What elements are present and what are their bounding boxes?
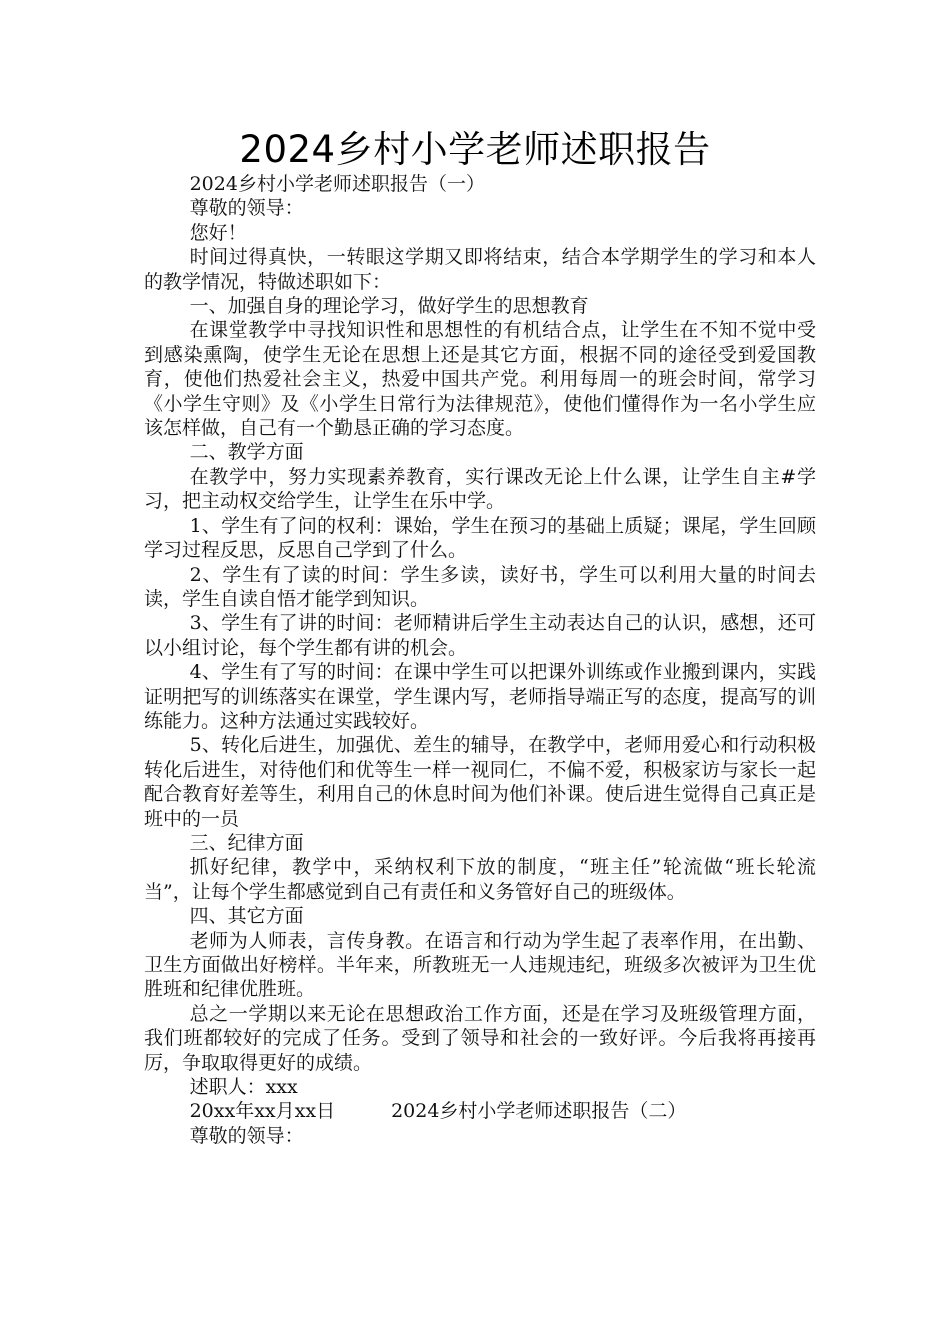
document-body (144, 172, 816, 1148)
list-item-5: 5、转化后进生，加强优、差生的辅导，在教学中，老师用爱心和行动积极转化后进生，对待他们和优等生一样一视同仁，不偏不爱，积极家访与家长一起配合教育好差等生，利用自己的休息时间为他们补课。使后进生觉得自己真正是班中的一员 (144, 734, 816, 830)
document-title: 2024乡村小学老师述职报告 (239, 128, 711, 171)
list-item-1: 1、学生有了问的权利：课始，学生在预习的基础上质疑；课尾，学生回顾学习过程反思，反思自己学到了什么。 (144, 514, 816, 562)
report-date: 20xx年xx月xx日 (189, 1100, 336, 1123)
section-3-paragraph: 抓好纪律，教学中，采纳权利下放的制度，“班主任”轮流做“班长轮流当”，让每个学生都感觉到自己有责任和义务管好自己的班级体。 (144, 856, 816, 903)
next-salutation: 尊敬的领导： (189, 1124, 304, 1147)
summary-paragraph: 总之一学期以来无论在思想政治工作方面，还是在学习及班级管理方面，我们班都较好的完成了任务。受到了领导和社会的一致好评。今后我将再接再厉，争取取得更好的成绩。 (144, 1002, 816, 1074)
section-heading-3: 三、纪律方面 (189, 831, 304, 854)
section-4-paragraph: 老师为人师表，言传身教。在语言和行动为学生起了表率作用，在出勤、卫生方面做出好榜样。半年来，所教班无一人违规违纪，班级多次被评为卫生优胜班和纪律优胜班。 (144, 929, 816, 1001)
section-heading-2: 二、教学方面 (189, 441, 304, 464)
section-heading-1: 一、加强自身的理论学习，做好学生的思想教育 (189, 295, 589, 318)
intro-paragraph: 时间过得真快，一转眼这学期又即将结束，结合本学期学生的学习和本人的教学情况，特做述职如下： (144, 246, 816, 293)
next-report-title: 2024乡村小学老师述职报告（二） (391, 1100, 687, 1123)
list-item-2: 2、学生有了读的时间：学生多读，读好书，学生可以利用大量的时间去读，学生自读自悟才能学到知识。 (144, 563, 816, 610)
greeting: 您好！ (189, 221, 247, 244)
list-item-4: 4、学生有了写的时间：在课中学生可以把课外训练或作业搬到课内，实践证明把写的训练落实在课堂，学生课内写，老师指导端正写的态度，提高写的训练能力。这种方法通过实践较好。 (144, 661, 816, 732)
salutation: 尊敬的领导： (189, 197, 304, 220)
list-item-3: 3、学生有了讲的时间：老师精讲后学生主动表达自己的认识，感想，还可以小组讨论，每个学生都有讲的机会。 (144, 612, 816, 659)
section-2-paragraph: 在教学中，努力实现素养教育，实行课改无论上什么课，让学生自主#学习，把主动权交给学生，让学生在乐中学。 (144, 465, 816, 513)
report-subtitle: 2024乡村小学老师述职报告（一） (189, 173, 485, 195)
date-line (144, 1099, 816, 1123)
section-1-paragraph: 在课堂教学中寻找知识性和思想性的有机结合点，让学生在不知不觉中受到感染熏陶，使学生无论在思想上还是其它方面，根据不同的途径受到爱国教育，使他们热爱社会主义，热爱中国共产党。利用每周一的班会时间，常学习《小学生守则》及《小学生日常行为法律规范》，使他们懂得作为一名小学生应该怎样做，自己有一个勤恳正确的学习态度。 (144, 319, 816, 440)
section-heading-4: 四、其它方面 (189, 905, 304, 928)
signature: 述职人：xxx (189, 1076, 298, 1099)
